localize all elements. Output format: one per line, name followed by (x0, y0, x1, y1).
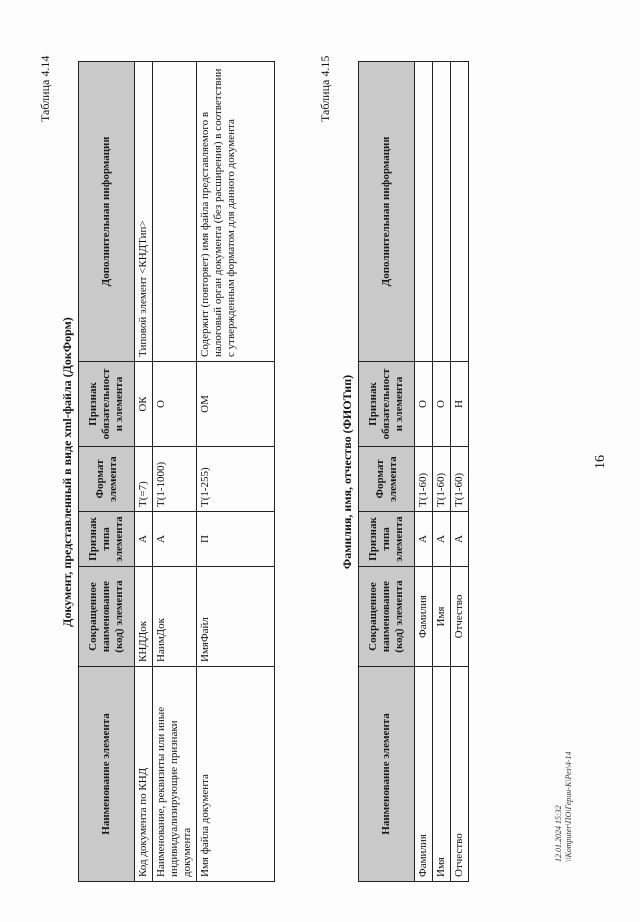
cell: Отчество (451, 667, 469, 882)
cell: Содержит (повторяет) имя файла представляемого в налоговый орган документа (без расширения) в соответствии с утвержденным форматом для данного документа (197, 62, 275, 362)
cell: А (415, 512, 433, 567)
cell: T(=7) (135, 447, 153, 512)
cell: Наименование, реквизиты или иные индивидуализирующие признаки документа (153, 667, 197, 882)
page-number: 16 (593, 455, 608, 469)
header-cell: Признак обязательности элемента (79, 362, 135, 447)
table-label-4-15: Таблица 4.15 (318, 55, 332, 122)
table-row (433, 62, 451, 882)
cell: О (415, 362, 433, 447)
header-cell: Сокращенное наименование (код) элемента (359, 567, 415, 667)
rotated-content (20, 22, 620, 902)
header-cell: Признак типа элемента (79, 512, 135, 567)
table-4-14 (78, 61, 275, 882)
cell: Имя (433, 567, 451, 667)
cell: Типовой элемент <КНДТип> (135, 62, 153, 362)
cell: ОК (135, 362, 153, 447)
print-stamp-date: 12.01.2024 15:32 (554, 805, 563, 862)
cell: А (135, 512, 153, 567)
cell: Н (451, 362, 469, 447)
cell: НаимДок (153, 567, 197, 667)
cell: T(1-1000) (153, 447, 197, 512)
cell: T(1-255) (197, 447, 275, 512)
header-cell: Наименование элемента (79, 667, 135, 882)
cell: Имя файла документа (197, 667, 275, 882)
cell: ИмяФайл (197, 567, 275, 667)
cell: П (197, 512, 275, 567)
cell: Отчество (451, 567, 469, 667)
header-cell: Формат элемента (359, 447, 415, 512)
cell: А (433, 512, 451, 567)
header-cell: Признак обязательности элемента (359, 362, 415, 447)
table-row (451, 62, 469, 882)
print-stamp-path: \\Komputer\ПО\Герин-К\Рез\4-14 (564, 751, 573, 862)
cell: А (153, 512, 197, 567)
header-cell: Признак типа элемента (359, 512, 415, 567)
table-row (135, 62, 153, 882)
table-caption-4-14: Документ, представленный в виде xml-файла (ДокФорм) (60, 317, 74, 627)
cell: Имя (433, 667, 451, 882)
print-stamp (554, 751, 574, 862)
cell: T(1-60) (415, 447, 433, 512)
table-4-15 (358, 61, 469, 882)
header-cell: Наименование элемента (359, 667, 415, 882)
cell (153, 62, 197, 362)
cell (433, 62, 451, 362)
cell: КНДДок (135, 567, 153, 667)
cell: ОМ (197, 362, 275, 447)
header-cell: Формат элемента (79, 447, 135, 512)
table-row (197, 62, 275, 882)
table-row (153, 62, 197, 882)
cell (415, 62, 433, 362)
cell: А (451, 512, 469, 567)
cell: T(1-60) (433, 447, 451, 512)
header-cell: Дополнительная информация (79, 62, 135, 362)
table-label-4-14: Таблица 4.14 (38, 55, 52, 122)
table-caption-4-15: Фамилия, имя, отчество (ФИОТип) (340, 374, 354, 570)
cell: Код документа по КНД (135, 667, 153, 882)
cell: О (153, 362, 197, 447)
table-row (415, 62, 433, 882)
header-cell: Дополнительная информация (359, 62, 415, 362)
cell: Фамилия (415, 667, 433, 882)
cell: О (433, 362, 451, 447)
cell: T(1-60) (451, 447, 469, 512)
cell (451, 62, 469, 362)
header-cell: Сокращенное наименование (код) элемента (79, 567, 135, 667)
cell: Фамилия (415, 567, 433, 667)
